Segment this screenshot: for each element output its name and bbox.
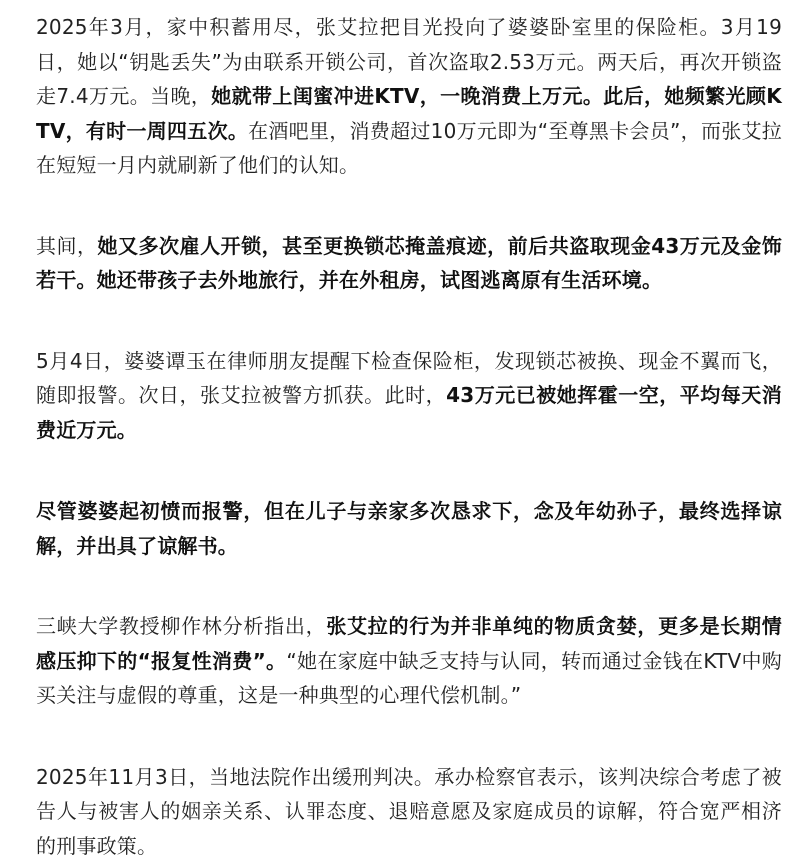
p4-bold-1: 尽管婆婆起初愤而报警，但在儿子与亲家多次恳求下，念及年幼孙子，最终选择谅解，并出具了谅解书。 (36, 499, 782, 558)
p5-text-2: “她在家庭中缺乏支持与认同，转而通过金钱在KTV中购买关注与虚假的尊重，这是一种典型的心理代偿机制。” (36, 649, 782, 708)
paragraph-2 (36, 229, 782, 298)
paragraph-1 (36, 10, 782, 183)
p2-bold-1: 她又多次雇人开锁，甚至更换锁芯掩盖痕迹，前后共盗取现金43万元及金饰若干。她还带孩子去外地旅行，并在外租房，试图逃离原有生活环境。 (36, 234, 782, 293)
p3-text-1: 5月4日，婆婆谭玉在律师朋友提醒下检查保险柜，发现锁芯被换、现金不翼而飞，随即报警。次日，张艾拉被警方抓获。此时， (36, 349, 782, 408)
paragraph-6 (36, 760, 782, 863)
p1-bold-1: 她就带上闺蜜冲进KTV，一晚消费上万元。此后，她频繁光顾KTV，有时一周四五次。 (36, 84, 782, 143)
paragraph-5 (36, 609, 782, 713)
p5-text-1: 三峡大学教授柳作林分析指出， (36, 614, 326, 638)
p6-text-1: 2025年11月3日，当地法院作出缓刑判决。承办检察官表示，该判决综合考虑了被告人与被害人的姻亲关系、认罪态度、退赔意愿及家庭成员的谅解，符合宽严相济的刑事政策。 (36, 765, 782, 858)
p3-bold-1: 43万元已被她挥霍一空，平均每天消费近万元。 (36, 383, 782, 442)
paragraph-4 (36, 494, 782, 563)
p1-text-1: 2025年3月，家中积蓄用尽，张艾拉把目光投向了婆婆卧室里的保险柜。3月19日，她以“钥匙丢失”为由联系开锁公司，首次盗取2.53万元。两天后，再次开锁盗走7.4万元。当晚， (36, 15, 782, 108)
paragraph-3 (36, 344, 782, 448)
p2-text-1: 其间， (36, 234, 98, 258)
p5-bold-1: 张艾拉的行为并非单纯的物质贪婪，更多是长期情感压抑下的“报复性消费”。 (36, 614, 782, 673)
p1-text-2: 在酒吧里，消费超过10万元即为“至尊黑卡会员”，而张艾拉在短短一月内就刷新了他们的认知。 (36, 119, 782, 178)
